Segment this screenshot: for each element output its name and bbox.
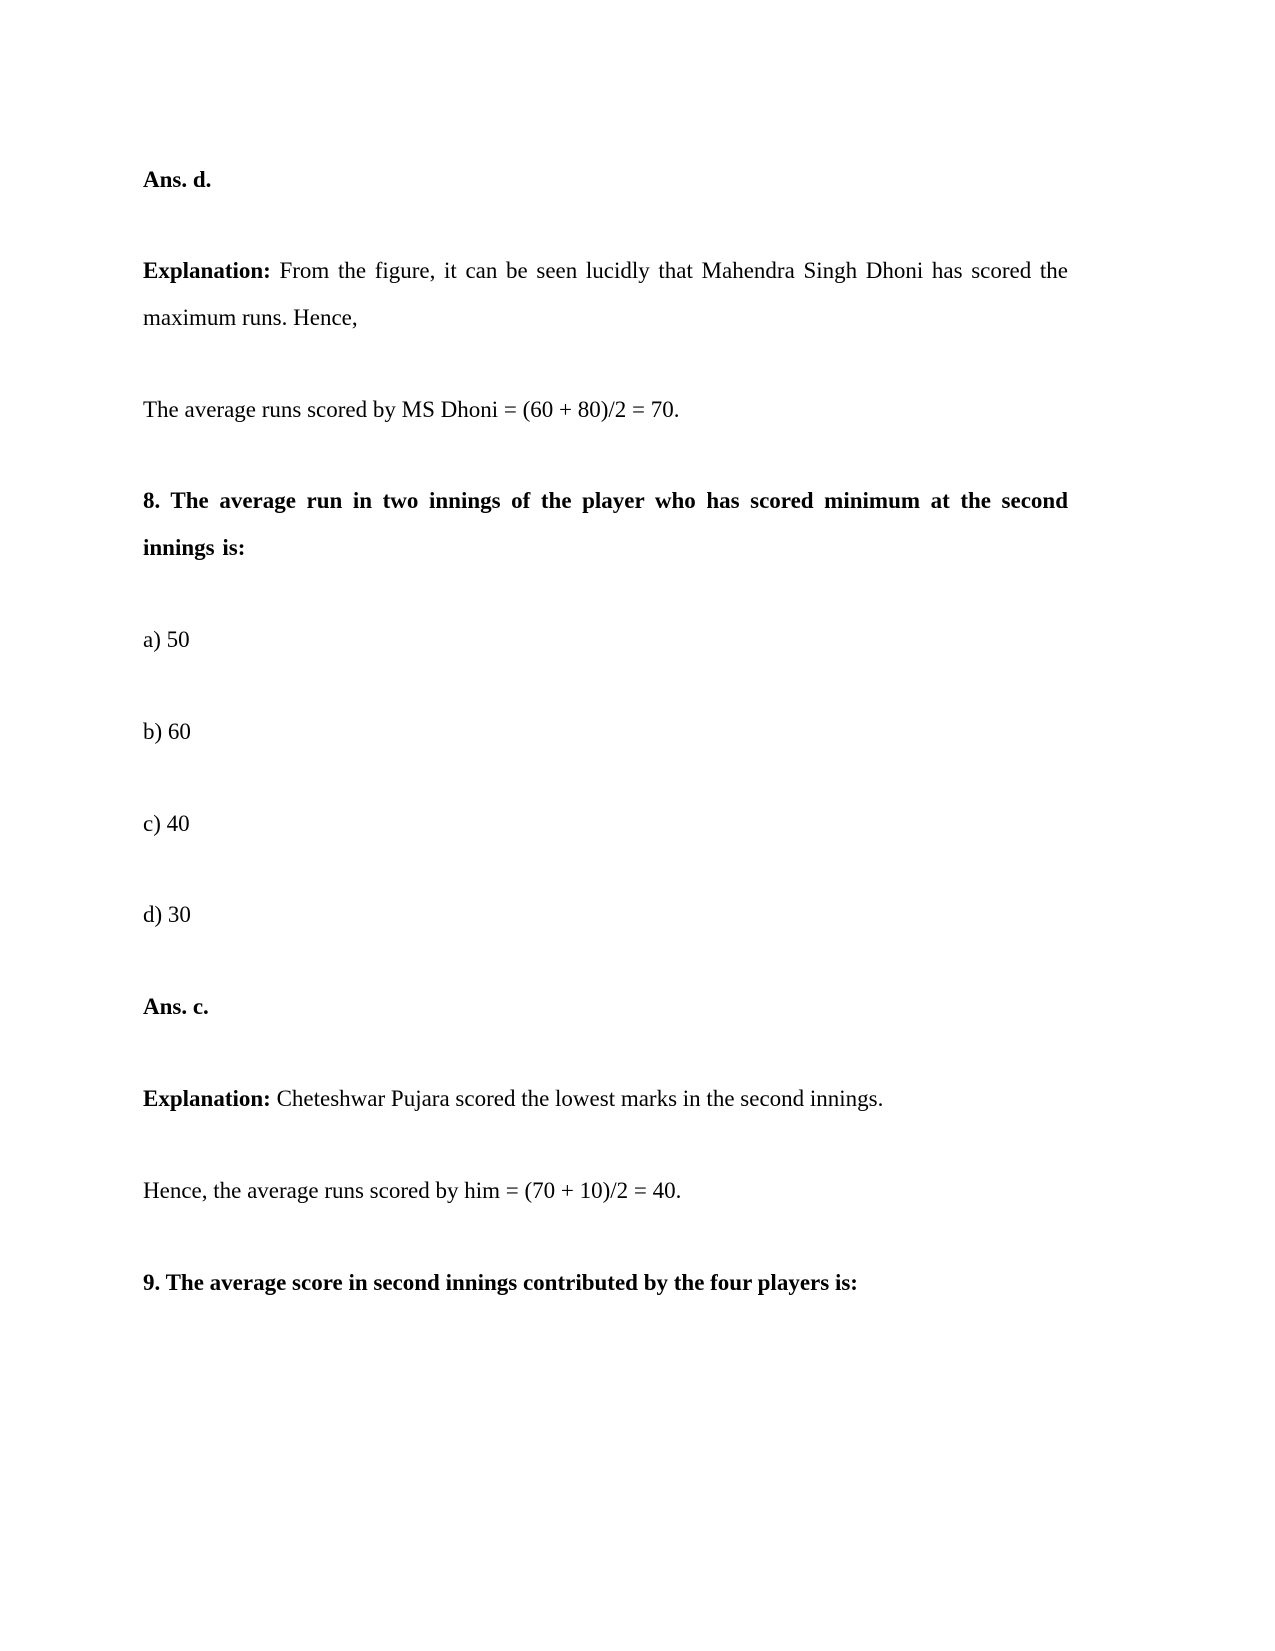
q7-calculation: The average runs scored by MS Dhoni = (60 + 80)/2 = 70. bbox=[143, 397, 680, 422]
q9-question: 9. The average score in second innings contributed by the four players is: bbox=[143, 1270, 858, 1295]
explanation-label: Explanation: bbox=[143, 1086, 271, 1111]
explanation-text: Cheteshwar Pujara scored the lowest marks in the second innings. bbox=[270, 1086, 884, 1111]
q8-explanation bbox=[143, 1075, 1068, 1122]
q8-option-c: c) 40 bbox=[143, 811, 190, 836]
q7-explanation bbox=[143, 247, 1068, 341]
explanation-label: Explanation: bbox=[143, 258, 271, 283]
q8-answer: Ans. c. bbox=[143, 994, 209, 1019]
q8-option-a: a) 50 bbox=[143, 627, 190, 652]
q8-option-d: d) 30 bbox=[143, 902, 191, 927]
q8-question: 8. The average run in two innings of the player who has scored minimum at the second innings is: bbox=[143, 488, 1068, 560]
explanation-text: From the figure, it can be seen lucidly that Mahendra Singh Dhoni has scored the maximum runs. Hence, bbox=[143, 258, 1068, 330]
q7-answer: Ans. d. bbox=[143, 167, 212, 192]
q8-calculation: Hence, the average runs scored by him = (70 + 10)/2 = 40. bbox=[143, 1178, 682, 1203]
q8-option-b: b) 60 bbox=[143, 719, 191, 744]
